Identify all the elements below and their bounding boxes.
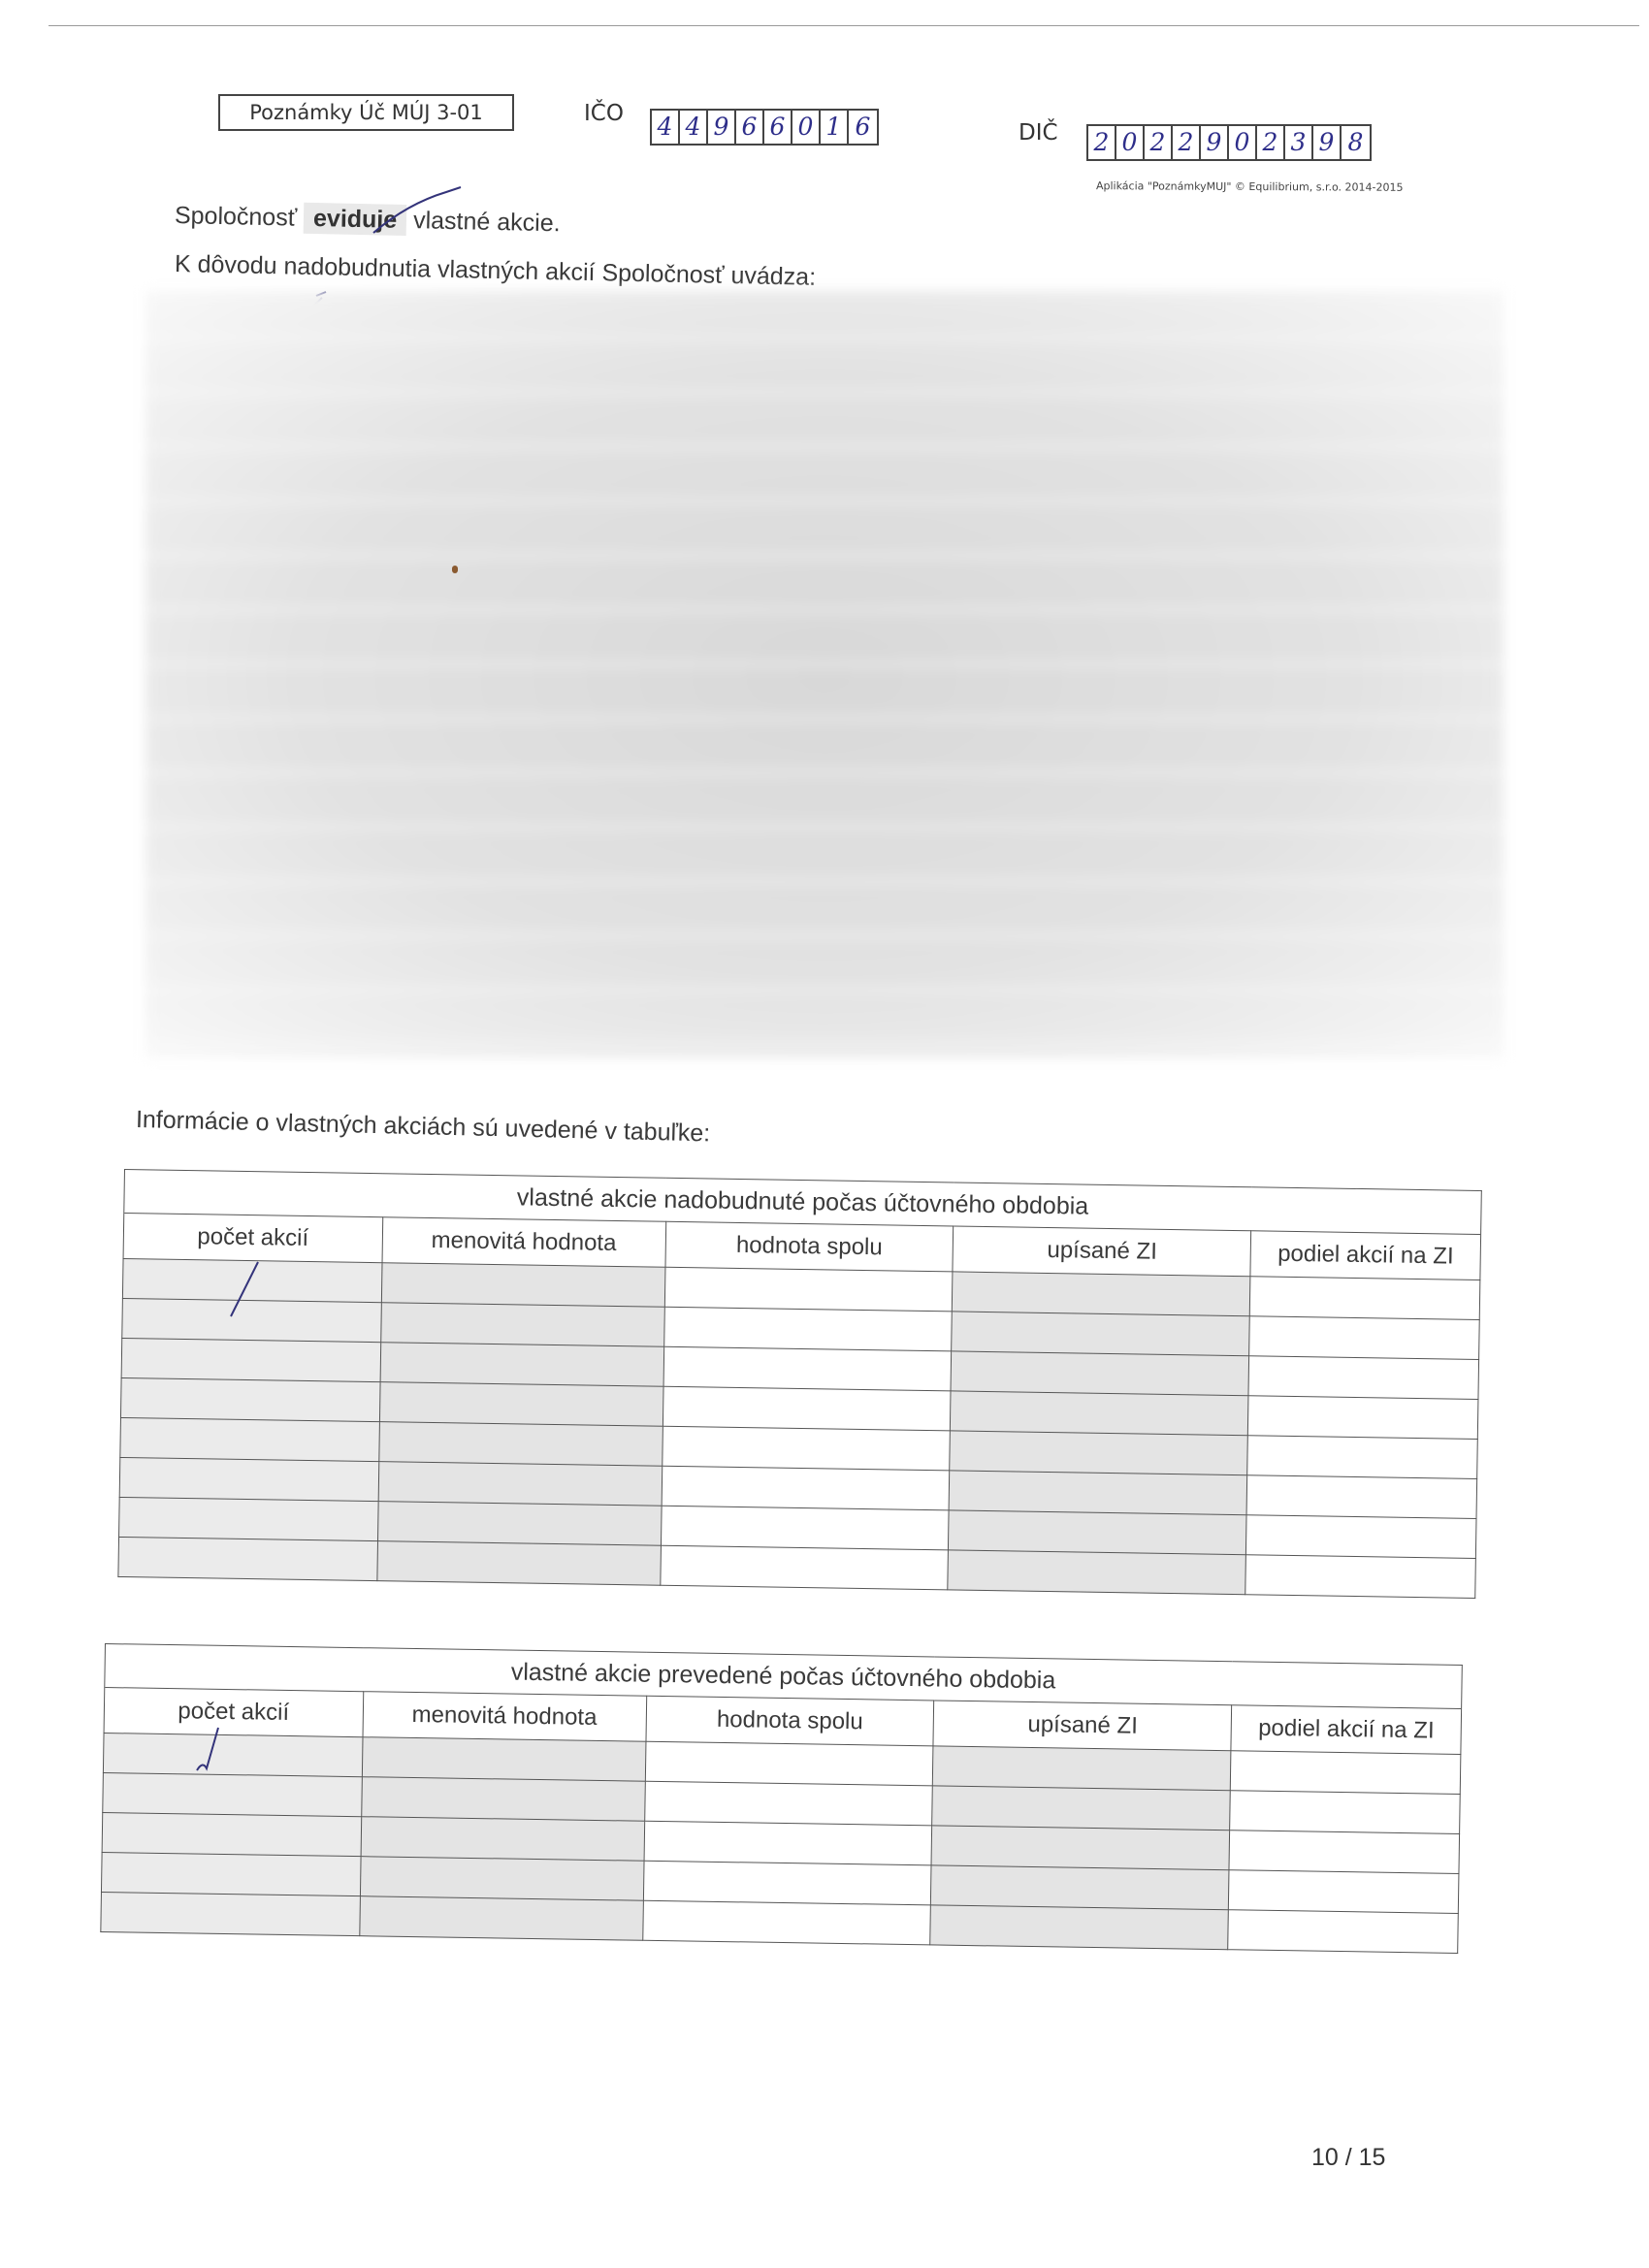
col-nominal-value: menovitá hodnota (382, 1217, 666, 1268)
col-share-count: počet akcií (123, 1214, 382, 1263)
status-sentence (175, 202, 561, 238)
ico-digit: 4 (680, 111, 708, 144)
dic-digit: 2 (1173, 126, 1201, 159)
transferred-shares-table (100, 1643, 1463, 1954)
dic-digit: 8 (1347, 128, 1364, 156)
redacted-text-block (146, 291, 1504, 1057)
page-number: 10 / 15 (1311, 2144, 1386, 2171)
pen-mark-icon (369, 184, 466, 243)
ico-label: IČO (584, 101, 624, 126)
status-value: eviduje (304, 203, 407, 236)
top-rule (48, 25, 1639, 26)
ink-speck (452, 566, 458, 573)
col-share-count: počet akcií (104, 1688, 363, 1737)
ico-digit: 1 (821, 111, 849, 144)
dic-digit: 0 (1116, 126, 1145, 159)
transferred-section-title: vlastné akcie prevedené počas účtovného obdobia (105, 1644, 1463, 1709)
col-subscribed-capital: upísané ZI (933, 1701, 1232, 1751)
dic-digit: 9 (1201, 126, 1229, 159)
col-total-value: hodnota spolu (665, 1221, 954, 1272)
dic-digit: 3 (1285, 126, 1313, 159)
ico-digit: 9 (708, 111, 736, 144)
form-code-label: Poznámky Úč MÚJ 3-01 (218, 94, 514, 131)
col-nominal-value: menovitá hodnota (363, 1692, 647, 1742)
reason-prompt: K dôvodu nadobudnutia vlastných akcií Spoločnosť uvádza: (174, 250, 817, 291)
dic-digit: 2 (1088, 126, 1116, 159)
dic-digit: 9 (1313, 126, 1342, 159)
col-share-of-capital: podiel akcií na ZI (1250, 1231, 1480, 1280)
acquired-shares-table (117, 1169, 1481, 1599)
sentence-prefix: Spoločnosť (174, 202, 298, 232)
sentence-suffix: vlastné akcie. (412, 207, 561, 238)
ico-digit: 6 (855, 113, 871, 141)
dic-digit: 2 (1145, 126, 1173, 159)
col-total-value: hodnota spolu (646, 1696, 935, 1746)
ico-digit: 6 (736, 111, 764, 144)
col-subscribed-capital: upísané ZI (953, 1226, 1251, 1277)
ico-digit: 0 (792, 111, 821, 144)
pen-check-icon (189, 1722, 238, 1780)
pen-slash-icon (221, 1256, 270, 1324)
dic-digit: 2 (1257, 126, 1285, 159)
dic-digit: 0 (1229, 126, 1257, 159)
dic-digit-boxes (1086, 124, 1372, 161)
col-share-of-capital: podiel akcií na ZI (1231, 1705, 1461, 1755)
ico-digit-boxes (650, 109, 879, 146)
app-credit: Aplikácia "PoznámkyMUJ" © Equilibrium, s.r.o. 2014-2015 (1095, 179, 1404, 194)
dic-label: DIČ (1018, 120, 1058, 146)
table-intro: Informácie o vlastných akciách sú uvedené v tabuľke: (135, 1106, 711, 1148)
ico-digit: 6 (764, 111, 792, 144)
ico-digit: 4 (652, 111, 680, 144)
acquired-section-title: vlastné akcie nadobudnuté počas účtovného obdobia (124, 1170, 1482, 1235)
